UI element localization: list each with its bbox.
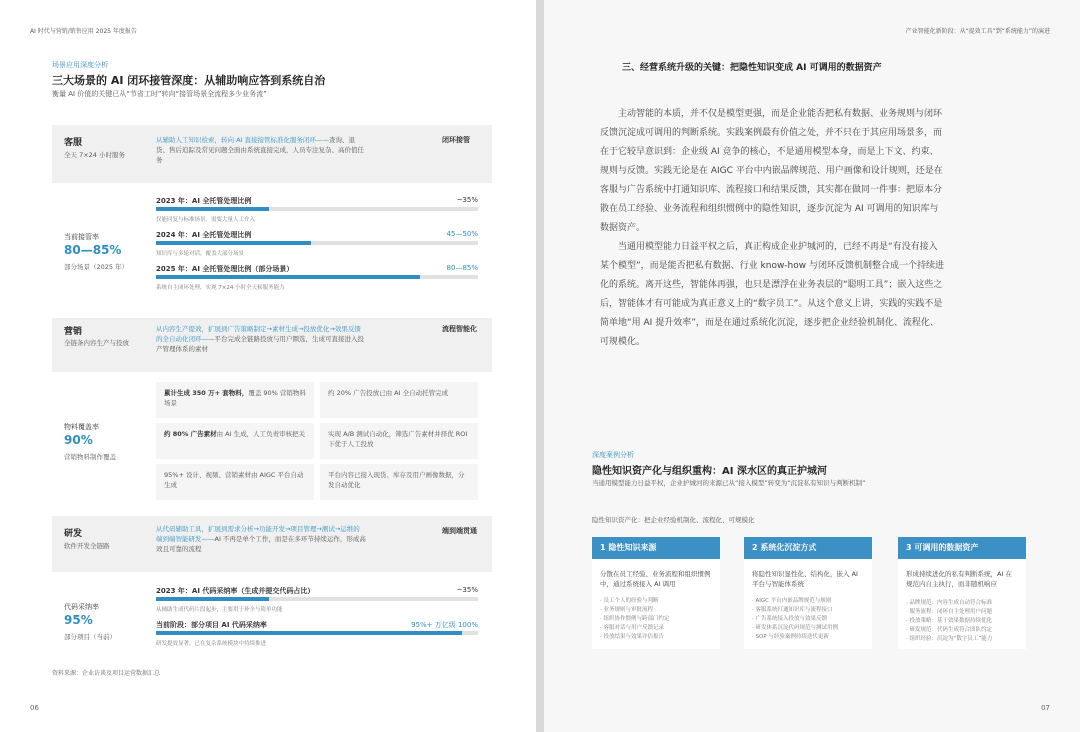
knowledge-column-source [592, 537, 720, 649]
bar-value: 95%+ 万亿级 100% [411, 621, 478, 629]
left-running-header: AI 时代与营销/销售应用 2025 年度报告 [30, 28, 137, 35]
marketing-fact-cell: 95%+ 设计、视频、营销素材由 AIGC 平台自动生成 [156, 464, 314, 500]
column-items [600, 597, 716, 642]
bar-note: 研发提效显著，已在复杂系统模块中持续推进 [156, 641, 267, 647]
bar-note: 系统自主闭环处理，实现 7×24 小时全天候服务能力 [156, 285, 285, 291]
scenario-row-customer-service [52, 125, 492, 183]
column-head: 1 隐性知识来源 [592, 537, 720, 559]
lower-subtitle: 当通用模型能力日益平权，企业护城河的来源已从“接入模型”转变为“沉淀私有知识与判断机制” [592, 479, 866, 487]
bar-value: 45—50% [446, 230, 478, 238]
scenario-subtitle: 全天 7×24 小时服务 [64, 151, 125, 159]
bar-value: ~35% [456, 586, 478, 594]
left-kicker: 场景应用深度分析 [52, 61, 108, 69]
right-page [544, 0, 1080, 732]
left-page-subtitle: 衡量 AI 价值的关键已从“节省工时”转向“接管场景全流程多少业务流” [52, 90, 267, 98]
metric-label: 物料覆盖率 [64, 423, 99, 431]
description-rest: 平台完成全链路投放与用户圈选，生成可直接进入投产管理体系的素材 [156, 335, 364, 353]
knowledge-column-method [744, 537, 872, 649]
bar-label: 2023 年：AI 全托管处理比例 [156, 197, 252, 205]
metric-value: 95% [64, 613, 93, 627]
scenario-tag: 闭环接管 [442, 136, 470, 144]
metric-note: 部分场景（2025 年） [64, 263, 129, 271]
bar-note: 仅能回复与标准场景，需要大量人工介入 [156, 217, 256, 223]
scenario-title: 营销 [64, 327, 83, 337]
metric-block-rnd [52, 580, 492, 660]
knowledge-column-asset [898, 537, 1026, 649]
bar-track [156, 241, 478, 245]
bar-track [156, 631, 478, 635]
bar-label: 当前阶段：部分项目 AI 代码采纳率 [156, 621, 267, 629]
column-item: · 品牌规范：内容生成自动符合标准 [906, 600, 992, 606]
metric-note: 部分项目（当前） [64, 633, 116, 641]
body-paragraph: 当通用模型能力日益平权之后，真正构成企业护城河的，已经不再是“有没有接入某个模型”，而是能否把私有数据、行业 know-how 与闭环反馈机制整合成一个持续进化的系统。离开这些，智能体再强，也只是漂浮在业务表层的“聪明工具”；嵌入这些之后，智能体才有可能成为真正意义上的“数字员工”。从这个意义上讲，实践的实践不是简单地“用 AI 提升效率”，而是在通过系统化沉淀，逐步把企业经验机制化、流程化、可规模化。 [600, 242, 944, 347]
bar-label: 2023 年：AI 代码采纳率（生成并提交代码占比） [156, 587, 315, 595]
scenario-description [156, 324, 366, 354]
metric-block-customer-service [52, 190, 492, 305]
scenario-row-rnd [52, 516, 492, 572]
bar-fill [156, 275, 420, 279]
column-item: · 投放策略：基于效果数据持续优化 [906, 618, 992, 624]
column-item: · 组织经验：沉淀为“数字员工”能力 [906, 636, 993, 642]
bar-fill [156, 597, 269, 601]
bar-track [156, 597, 478, 601]
column-item: · 客服系统打通知识库与流程接口 [752, 607, 833, 613]
description-highlight: 从代码辅助工具，扩展到需求分析→功能开发→项目管理→测试→运维的端到端智能研发—— [156, 525, 360, 543]
metric-label: 代码采纳率 [64, 603, 99, 611]
column-item: · 服务流程：闭环自主处理用户问题 [906, 609, 992, 615]
marketing-fact-cell: 约 80% 广告素材由 AI 生成，人工负责审核把关 [156, 423, 314, 459]
scenario-title: 客服 [64, 138, 83, 148]
bar-label: 2024 年：AI 全托管处理比例 [156, 231, 252, 239]
left-footnote: 资料来源：企业访谈及项目运营数据汇总 [52, 670, 161, 677]
column-item: · 研发体系沉淀代码规范与测试用例 [752, 625, 838, 631]
scenario-title: 研发 [64, 529, 83, 539]
marketing-fact-cell: 累计生成 350 万+ 套物料，覆盖 90% 营销物料场景 [156, 382, 314, 418]
column-item: · 员工个人的经验与判断 [600, 598, 659, 604]
bar-value: 80—85% [446, 264, 478, 272]
metric-value: 80—85% [64, 243, 122, 257]
scenario-subtitle: 全链条内容生产与投放 [64, 339, 129, 347]
column-item: · 组织协作惯例与跨部门约定 [600, 616, 670, 622]
metric-block-marketing [52, 382, 492, 500]
marketing-fact-cell: 实现 A/B 测试自动化，筛选广告素材并择优 ROI 下优于人工投放 [320, 423, 478, 459]
body-paragraph: 主动智能的本质，并不仅是模型更强，而是企业能否把私有数据、业务规则与闭环反馈沉淀成可调用的判断系统。实践案例最有价值之处，并不只在于其应用场景多，而在于它较早意识到：企业级 AI 竞争的核心，不是通用模型本身，而是上下文、约束、规则与反馈。实践无论是在 AIGC 平台中内嵌品牌规范、用户画像和设计规则，还是在客服与广告系统中打通知识库、流程接口和结果反馈，其实都在做同一件事：把原本分散在员工经验、业务流程和组织惯例中的隐性知识，逐步沉淀为 AI 可调用的知识库与数据资产。 [600, 109, 943, 233]
column-items [752, 597, 868, 642]
right-page-number: 07 [1041, 704, 1050, 712]
description-rest: AI 不再是单个工作，而是在多环节持续运作，形成高效且可靠的流程 [156, 535, 366, 553]
right-running-header: 产业智能化新阶段：从“提效工具”到“系统能力”的演进 [905, 28, 1050, 35]
left-page [0, 0, 536, 732]
left-page-title: 三大场景的 AI 闭环接管深度：从辅助响应答到系统自治 [52, 74, 326, 87]
scenario-description [156, 524, 366, 554]
scenario-row-marketing [52, 318, 492, 372]
bar-note: 从辅助生成代码片段起步，主要用于补全与简单功能 [156, 607, 283, 613]
column-items [906, 599, 1022, 644]
column-item: · 研发规范：代码生成符合团队约定 [906, 627, 992, 633]
metric-label: 当前接管率 [64, 233, 99, 241]
bar-label: 2025 年：AI 全托管处理比例（部分场景） [156, 265, 294, 273]
scenario-subtitle: 软件开发全链路 [64, 542, 110, 550]
lower-kicker: 深度案例分析 [592, 451, 634, 459]
bar-track [156, 275, 478, 279]
description-highlight: 从内容生产提效，扩展到广告策略制定→素材生成→投放优化→效果反馈的全自动化闭环—— [156, 325, 361, 343]
column-lead: 形成持续进化的私有判断系统，AI 在规范内自主执行，而非随机响应 [906, 570, 1012, 588]
description-highlight: 从辅助人工知识检索，转向 AI 直接接管标准化服务闭环—— [156, 136, 329, 144]
marketing-fact-cell: 约 20% 广告投放已由 AI 全自动托管完成 [320, 382, 478, 418]
column-head: 2 系统化沉淀方式 [744, 537, 872, 559]
column-item: · 业务规则与审批流程 [600, 607, 653, 613]
bar-track [156, 207, 478, 211]
scenario-tag: 端到端贯通 [442, 527, 477, 535]
flow-label: 隐性知识资产化：把企业经验机制化、流程化、可规模化 [592, 516, 755, 524]
lower-title: 隐性知识资产化与组织重构：AI 深水区的真正护城河 [592, 466, 827, 477]
column-item: · SOP 与经验案例持续迭代更新 [752, 634, 829, 640]
metric-value: 90% [64, 433, 93, 447]
column-head: 3 可调用的数据资产 [898, 537, 1026, 559]
bar-fill [156, 631, 462, 635]
scenario-description [156, 135, 366, 165]
marketing-fact-cell: 平台内容已接入现货、库存及用户画像数据，分发自动优化 [320, 464, 478, 500]
description-rest: 查询、退货、售后追踪及常见问题全面由系统直接完成，人员专注复杂、高价值任务 [156, 136, 364, 164]
bar-fill [156, 241, 311, 245]
left-page-number: 06 [30, 704, 39, 712]
column-item: · 投放结果与效果评估报告 [600, 634, 664, 640]
scenario-tag: 流程智能化 [442, 325, 477, 333]
bar-value: ~35% [456, 196, 478, 204]
section-title: 三、经营系统升级的关键：把隐性知识变成 AI 可调用的数据资产 [622, 63, 882, 73]
metric-note: 营销物料制作覆盖 [64, 453, 116, 461]
column-item: · 广告系统接入投放与效果反馈 [752, 616, 827, 622]
column-item: · 客服对话与用户反馈记录 [600, 625, 664, 631]
column-lead: 分散在员工经验、业务流程和组织惯例中，通过系统接入 AI 调用 [600, 570, 711, 588]
bar-fill [156, 207, 269, 211]
column-lead: 将隐性知识显性化、结构化，嵌入 AI 平台与智能体系统 [752, 570, 858, 588]
bar-note: 知识库与多轮对话，覆盖大部分场景 [156, 251, 245, 257]
column-item: · AIGC 平台内嵌品牌规范与规则 [752, 598, 832, 604]
